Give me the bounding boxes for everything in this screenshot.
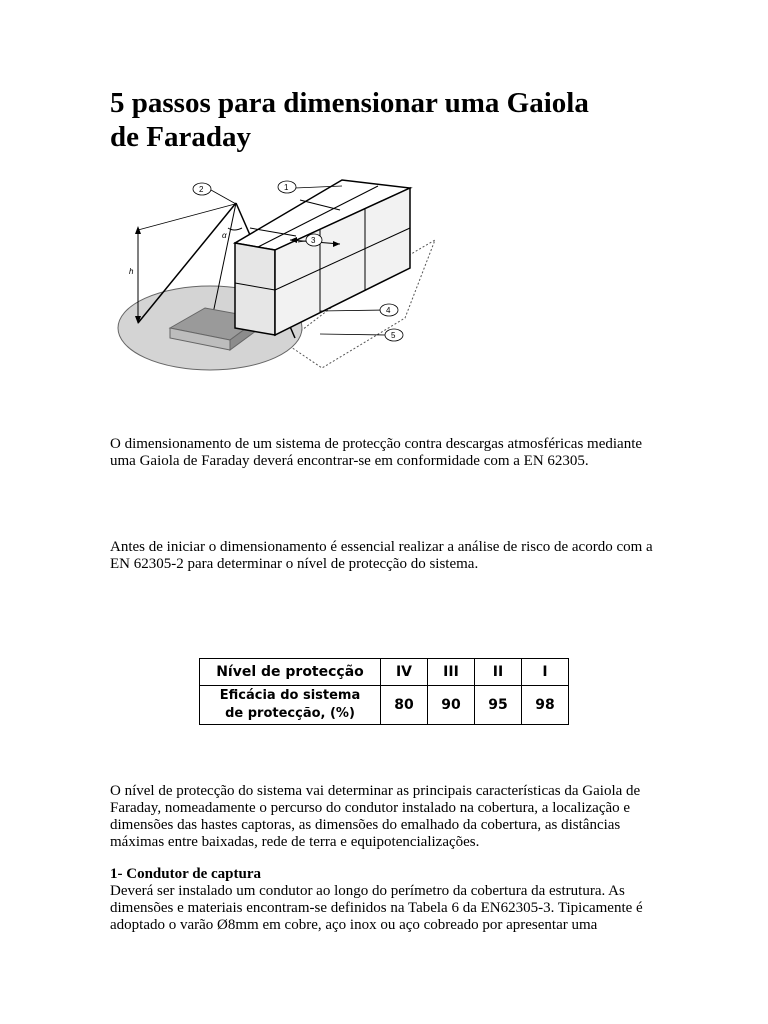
capture-conductor-paragraph: Deverá ser instalado um condutor ao longo do perímetro da cobertura da estrutura. As dimensões e materiais encontram-se definidos na Tabela 6 da EN62305-3. Tipicamente é adoptado o varão Ø8mm em cobre, aço inox ou aço cobreado por apresentar uma <box>110 883 643 933</box>
intro-paragraph: O dimensionamento de um sistema de protecção contra descargas atmosféricas mediante uma Gaiola de Faraday deverá encontrar-se em conformidade com a EN 62305. <box>110 436 643 469</box>
section-heading: 1- Condutor de captura <box>110 866 261 882</box>
table-level-cell: I <box>522 659 569 686</box>
callout-5-leader <box>320 334 386 335</box>
table-header-label: Nível de protecção <box>200 659 381 686</box>
callout-number: 5 <box>391 331 396 340</box>
callout-number: 4 <box>386 306 391 315</box>
table-level-cell: IV <box>381 659 428 686</box>
callout-number: 2 <box>199 185 204 194</box>
page-title: 5 passos para dimensionar uma Gaiola de Faraday <box>110 87 589 153</box>
table-level-cell: II <box>475 659 522 686</box>
angle-label: α <box>222 231 227 240</box>
table-value-row <box>200 686 569 725</box>
risk-analysis-paragraph: Antes de iniciar o dimensionamento é essencial realizar a análise de risco de acordo com a EN 62305-2 para determinar o nível de protecção do sistema. <box>110 539 653 572</box>
faraday-cage-diagram <box>110 168 450 408</box>
callout-number: 3 <box>311 236 316 245</box>
table-level-cell: III <box>428 659 475 686</box>
height-ref-line <box>138 204 235 230</box>
table-value-cell: 95 <box>475 686 522 725</box>
table-value-cell: 98 <box>522 686 569 725</box>
protection-level-table <box>199 658 569 725</box>
table-header-row <box>200 659 569 686</box>
callout-number: 1 <box>284 183 289 192</box>
table-value-cell: 80 <box>381 686 428 725</box>
protection-level-paragraph: O nível de protecção do sistema vai determinar as principais características da Gaiola de Faraday, nomeadamente o percurso do condutor instalado na cobertura, a localização e dimensões das hastes captoras, as dimensões do emalhado da cobertura, as distâncias máximas entre baixadas, rede de terra e equipotencializações. <box>110 783 641 850</box>
table-value-cell: 90 <box>428 686 475 725</box>
callout-2-leader <box>211 190 236 204</box>
table-row-label: Eficácia do sistema de protecção, (%) <box>200 686 381 725</box>
callout-4-leader <box>320 310 385 311</box>
height-label: h <box>129 267 134 276</box>
